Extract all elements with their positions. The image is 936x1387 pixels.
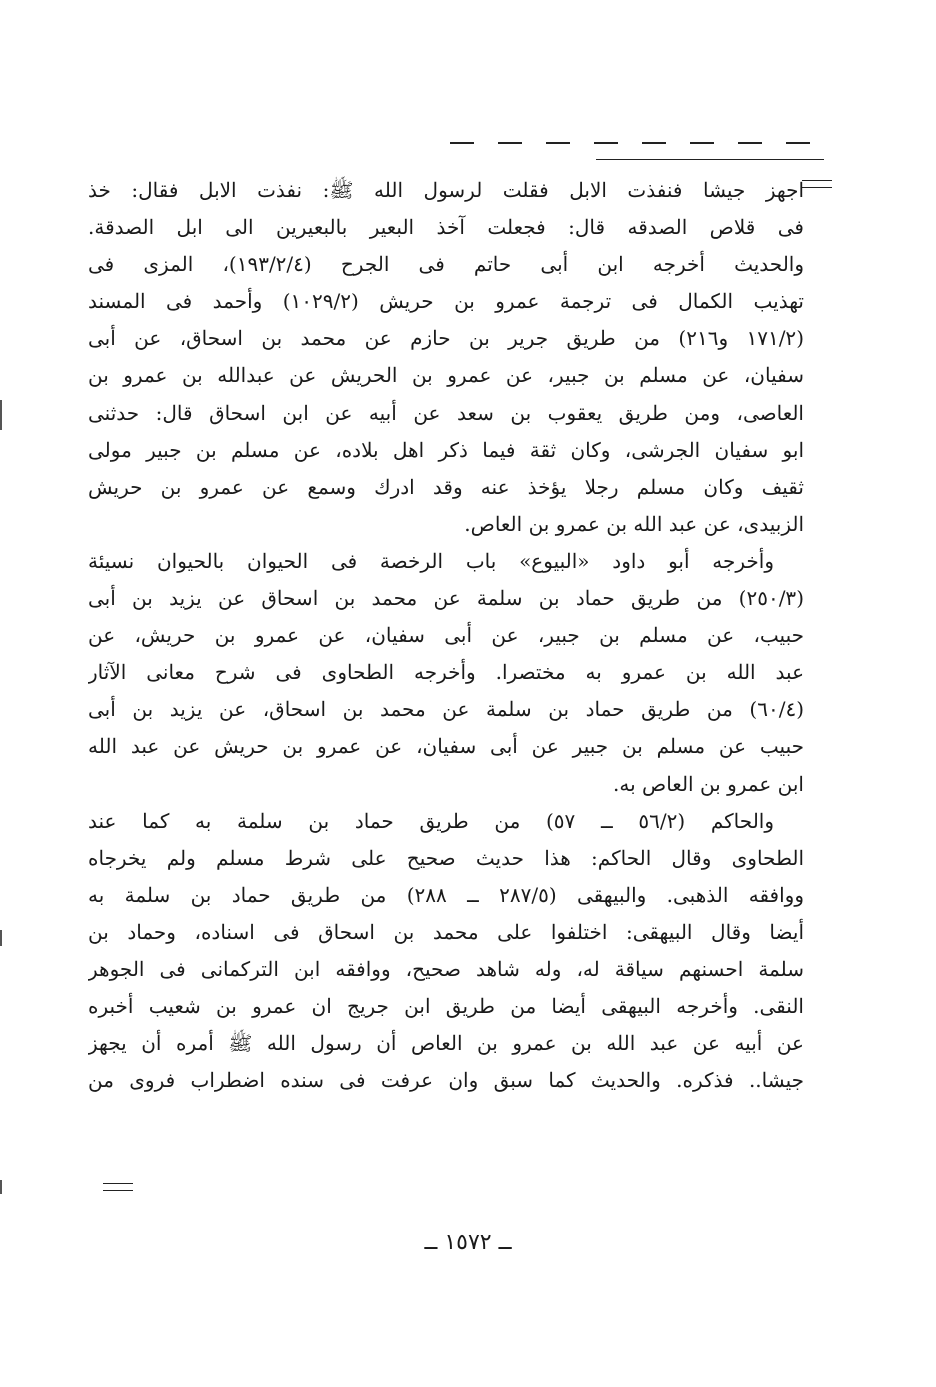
scan-edge-mark	[0, 400, 2, 430]
text-line: تهذيب الكمال فى ترجمة عمرو بن حريش (١٠٢٩/٢) وأحمد فى المسند	[88, 289, 804, 314]
text-line: عن أبيه عن عبد الله بن عمرو بن العاص أن رسول الله ﷺ أمره أن يجهز	[88, 1031, 804, 1056]
text-line: حبيب عن مسلم بن جبير عن أبى سفيان، عن عمرو بن حريش عن عبد الله	[88, 734, 804, 759]
text-line: فى قلاص الصدقه قال: فجعلت آخذ البعير بالبعيرين الى ابل الصدقة.	[88, 215, 804, 240]
scan-edge-mark	[0, 930, 2, 946]
text-line: (١٧١/٢ و٢١٦) من طريق جرير بن حازم عن محمد بن اسحاق، عن أبى	[88, 326, 804, 351]
text-line: حبيب، عن مسلم بن جبير، عن أبى سفيان، عن عمرو بن حريش، عن	[88, 623, 804, 648]
text-line: العاصى، ومن طريق يعقوب بن سعد عن أبيه عن ابن اسحاق قال: حدثنى	[88, 400, 804, 425]
text-line: والحديث أخرجه ابن أبى حاتم فى الجرح (١٩٣/٢/٤)، المزى فى	[88, 252, 804, 277]
page-number: ــ ١٥٧٢ ــ	[424, 1230, 512, 1255]
text-line: أيضا وقال البيهقى: اختلفوا على محمد بن اسحاق فى اسناده، وحماد بن	[88, 919, 804, 944]
scan-edge-mark	[0, 1180, 2, 1194]
text-line: (٦٠/٤) من طريق حماد بن سلمة عن محمد بن اسحاق، عن يزيد بن أبى	[88, 697, 804, 722]
text-line: اجهز جيشا فنفذت الابل فقلت لرسول الله ﷺ: نفذت الابل فقال: خذ	[88, 178, 804, 202]
text-line: سفيان، عن مسلم بن جبير، عن عمرو بن الحريش عن عبدالله بن عمرو بن	[88, 363, 804, 388]
footnote-body	[88, 172, 804, 1099]
text-line: ابو سفيان الجرشى، وكان ثقة فيما ذكر اهل بلاده، عن مسلم بن جبير مولى	[88, 437, 804, 462]
dash	[786, 142, 810, 144]
text-line: جيشا.. فذكره. والحديث كما سبق وان عرفت فى سنده اضطراب فروى من	[88, 1068, 804, 1093]
continuation-mark-top	[802, 180, 832, 188]
header-solid-rule	[596, 159, 824, 160]
text-line: عبد الله بن عمرو به مختصرا. وأخرجه الطحاوى فى شرح معانى الآثار	[88, 660, 804, 685]
header-dash-rule	[450, 136, 810, 150]
dash	[594, 142, 618, 144]
dash	[738, 142, 762, 144]
dash	[642, 142, 666, 144]
dash	[690, 142, 714, 144]
text-line: سلمة احسنهم سياقة له، وله شاهد صحيح، ووافقه ابن التركمانى فى الجوهر	[88, 956, 804, 981]
text-line: (٢٥٠/٣) من طريق حماد بن سلمة عن محمد بن اسحاق عن يزيد بن أبى	[88, 586, 804, 611]
text-line: والحاكم (٥٦/٢ ــ ٥٧) من طريق حماد بن سلمة به كما عند	[88, 808, 774, 833]
text-line: وأخرجه أبو داود «البيوع» باب الرخصة فى الحيوان بالحيوان نسيئة	[88, 548, 774, 573]
continuation-mark-bottom	[103, 1183, 133, 1191]
dash	[498, 142, 522, 144]
text-line: الزبيدى، عن عبد الله بن عمرو بن العاص.	[464, 511, 804, 536]
dash	[546, 142, 570, 144]
text-line: الطحاوى وقال الحاكم: هذا حديث صحيح على شرط مسلم ولم يخرجاه	[88, 845, 804, 870]
dash	[450, 142, 474, 144]
text-line: ووافقه الذهبى. والبيهقى (٢٨٧/٥ ــ ٢٨٨) من طريق حماد بن سلمة به	[88, 882, 804, 907]
text-line: ثقيف وكان مسلم رجلا يؤخذ عنه وقد ادرك وسمع عن عمرو بن حريش	[88, 474, 804, 499]
text-line: ابن عمرو بن العاص به.	[613, 771, 804, 796]
text-line: النقى. وأخرجه البيهقى أيضا من طريق ابن جريج ان عمرو بن شعيب أخبره	[88, 994, 804, 1019]
